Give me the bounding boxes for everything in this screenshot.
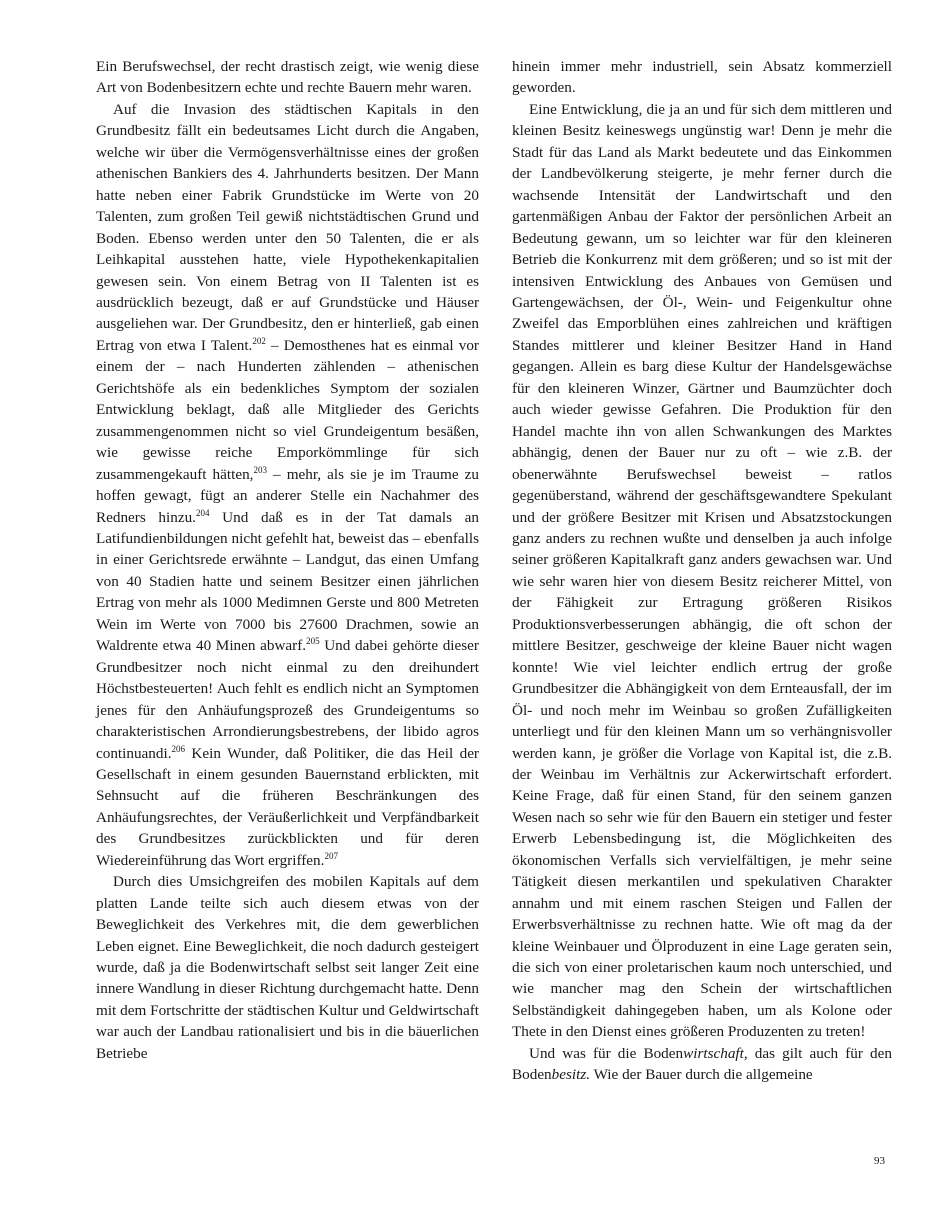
text-run: Und daß es in der Tat damals an Latifundienbildungen nicht gefehlt hat, beweist das – ebenfalls in einer Gerichtsrede erwähnte – Landgut, das einen Umfang von 40 Stadien hatte und seinem Besitzer einen jährlichen Ertrag von mehr als 1000 Medimnen Gerste und 800 Metreten Wein im Werte von 7000 bis 27600 Drachmen, sowie an Waldrente etwa 40 Minen abwarf. [96, 508, 479, 655]
left-column [96, 56, 479, 1064]
paragraph [512, 56, 892, 99]
footnote-reference: 207 [324, 850, 338, 861]
text-run: Und dabei gehörte dieser Grundbesitzer noch nicht einmal zu den dreihundert Höchstbesteuerten! Auch fehlt es endlich nicht an Symptomen jenes für den Anhäufungsprozeß des Grundeigentums so charakteristischen Arrondierungsbestrebens, der libido agros continuandi. [96, 637, 479, 762]
footnote-reference: 206 [171, 743, 185, 754]
paragraph [96, 56, 479, 99]
text-run: Durch dies Umsichgreifen des mobilen Kapitals auf dem platten Lande teilte sich auch diesem etwas von der Beweglichkeit des Verkehres mit, die dem gewerblichen Leben eignet. Eine Beweglichkeit, die noch dadurch gesteigert wurde, daß ja die Bodenwirtschaft selbst seit langer Zeit eine innere Wandlung in dieser Richtung durchgemacht hatte. Denn mit dem Fortschritte der städtischen Kultur und Geldwirtschaft war auch der Landbau rationalisiert und bis in die bäuerlichen Betriebe [96, 873, 479, 1062]
emphasis-text: besitz. [551, 1066, 591, 1084]
paragraph [96, 871, 479, 1064]
text-run: – Demosthenes hat es einmal vor einem der – nach Hunderten zählenden – athenischen Gerichtshöfe als ein bedenkliches Symptom der sozialen Entwicklung beklagt, daß alle Mitglieder des Gerichts zusammengenommen nicht so viel Grundeigentum besäßen, wie gewisse reiche Emporkömmlinge für sich zusammengekauft hätten, [96, 336, 479, 483]
footnote-reference: 202 [252, 335, 266, 346]
paragraph [512, 99, 892, 1043]
text-run: Wie der Bauer durch die allgemeine [590, 1066, 813, 1084]
footnote-reference: 203 [253, 464, 267, 475]
text-run: Kein Wunder, daß Politiker, die das Heil der Gesellschaft in einem gesunden Bauernstand erblickten, mit Sehnsucht auf die früheren Beschränkungen des Anhäufungsrechtes, der Veräußerlichkeit und Verpfändbarkeit des Grundbesitzes zurückblickten und für deren Wiedereinführung das Wort ergriffen. [96, 744, 479, 869]
paragraph [512, 1043, 892, 1086]
footnote-reference: 204 [195, 507, 210, 518]
footnote-reference: 205 [306, 636, 320, 647]
text-run: Ein Berufswechsel, der recht drastisch zeigt, wie wenig diese Art von Bodenbesitzern echte und rechte Bauern mehr waren. [96, 58, 479, 97]
text-run: Auf die Invasion des städtischen Kapitals in den Grundbesitz fällt ein bedeutsames Licht durch die Angaben, welche wir über die Vermögensverhältnisse eines der großen athenischen Bankiers des 4. Jahrhunderts besitzen. Der Mann hatte neben einer Fabrik Grundstücke im Werte von 20 Talenten, zum großen Teil gewiß nichtstädtischen Grund und Boden. Ebenso werden unter den 50 Talenten, die er als Leihkapital ausstehen hatte, viele Hypothekenkapitalien gewesen sein. Von einem Betrag von II Talenten ist es ausdrücklich bezeugt, daß er auf Grundstücke und Häuser ausgeliehen war. Der Grundbesitz, den er hinterließ, gab einen Ertrag von etwa I Talent. [96, 100, 479, 354]
right-column [512, 56, 892, 1086]
page-number: 93 [874, 1155, 885, 1167]
text-run: das gilt auch für den Boden [512, 1044, 892, 1084]
text-run: Eine Entwicklung, die ja an und für sich dem mittleren und kleinen Besitz keineswegs ungünstig war! Denn je mehr die Stadt für das Land als Markt bedeutete und das Einkommen der Landbevölkerung steigerte, je mehr ferner durch die wachsende Intensität der Landwirtschaft und den gartenmäßigen Anbau der Faktor der persönlichen Arbeit an Bedeutung gewann, um so leichter war für den kleineren Betrieb die Konkurrenz mit dem größeren; und so ist mit der intensiven Entwicklung des Anbaues von Gemüsen und Gartengewächsen, der Öl-, Wein- und Feigenkultur ohne Zweifel das Emporblühen eines zahlreichen und kräftigen Standes mittlerer und kleiner Besitzer Hand in Hand gegangen. Allein es barg diese Kultur der Handelsgewächse für den kleineren Winzer, Gärtner und Baumzüchter doch auch wieder gewisse Gefahren. Die Produktion für den Handel machte ihn von allen Schwankungen des Marktes abhängig, denen der Bauer nur zu oft – wie z.B. der obenerwähnte Berufswechsel beweist – ratlos gegenüberstand, während der geschäftsgewandtere Spekulant und der größere Besitzer mit Krisen und Absatzstockungen ganz anders zu rechnen wußte und denselben ja auch infolge seiner größeren Kapitalkraft ganz anders gewachsen war. Und wie sehr waren hier von diesem Besitz reicherer Mittel, von der Fähigkeit zur Ertragung größeren Risikos Produktionsverbesserungen abhängig, die oft schon der mittlere Besitzer, geschweige der kleine Bauer nicht wagen konnte! Wie viel leichter endlich ertrug der große Grundbesitzer die Abhängigkeit von dem Ernteausfall, der im Öl- und noch mehr im Weinbau so großen Zufälligkeiten unterliegt und für den kleinen Mann um so verhängnisvoller werden kann, je größer die Vorlage von Kapital ist, die z.B. der Weinbau im Verhältnis zur Ackerwirtschaft erfordert. Keine Frage, daß für einen Stand, für den seinem ganzen Wesen nach so sehr wie für den Bauern ein stetiger und fester Erwerb Lebensbedingung ist, die Möglichkeiten des ökonomischen Verfalls sich vervielfältigen, je mehr seine Tätigkeit diesen merkantilen und spekulativen Charakter annahm und mit einem raschen Steigen und Fallen der Erwerbsverhältnisse zu rechnen hatte. Wie oft mag da der kleine Weinbauer und Ölproduzent in eine Lage geraten sein, die sich von einer proletarischen kaum noch unterschied, und wie mancher mag den Schein der wirtschaftlichen Selbständigkeit dahingegeben haben, um als Kolone oder Thete in den Dienst eines größeren Produzenten zu treten! [512, 100, 892, 1041]
text-run: – mehr, als sie je im Traume zu hoffen gewagt, fügt an anderer Stelle ein Nachahmer des Redners hinzu. [96, 465, 479, 526]
text-run: Und was für die Boden [529, 1044, 684, 1062]
paragraph [96, 99, 479, 871]
text-run: hinein immer mehr industriell, sein Absatz kommerziell geworden. [512, 58, 892, 97]
emphasis-text: wirtschaft, [683, 1044, 748, 1062]
